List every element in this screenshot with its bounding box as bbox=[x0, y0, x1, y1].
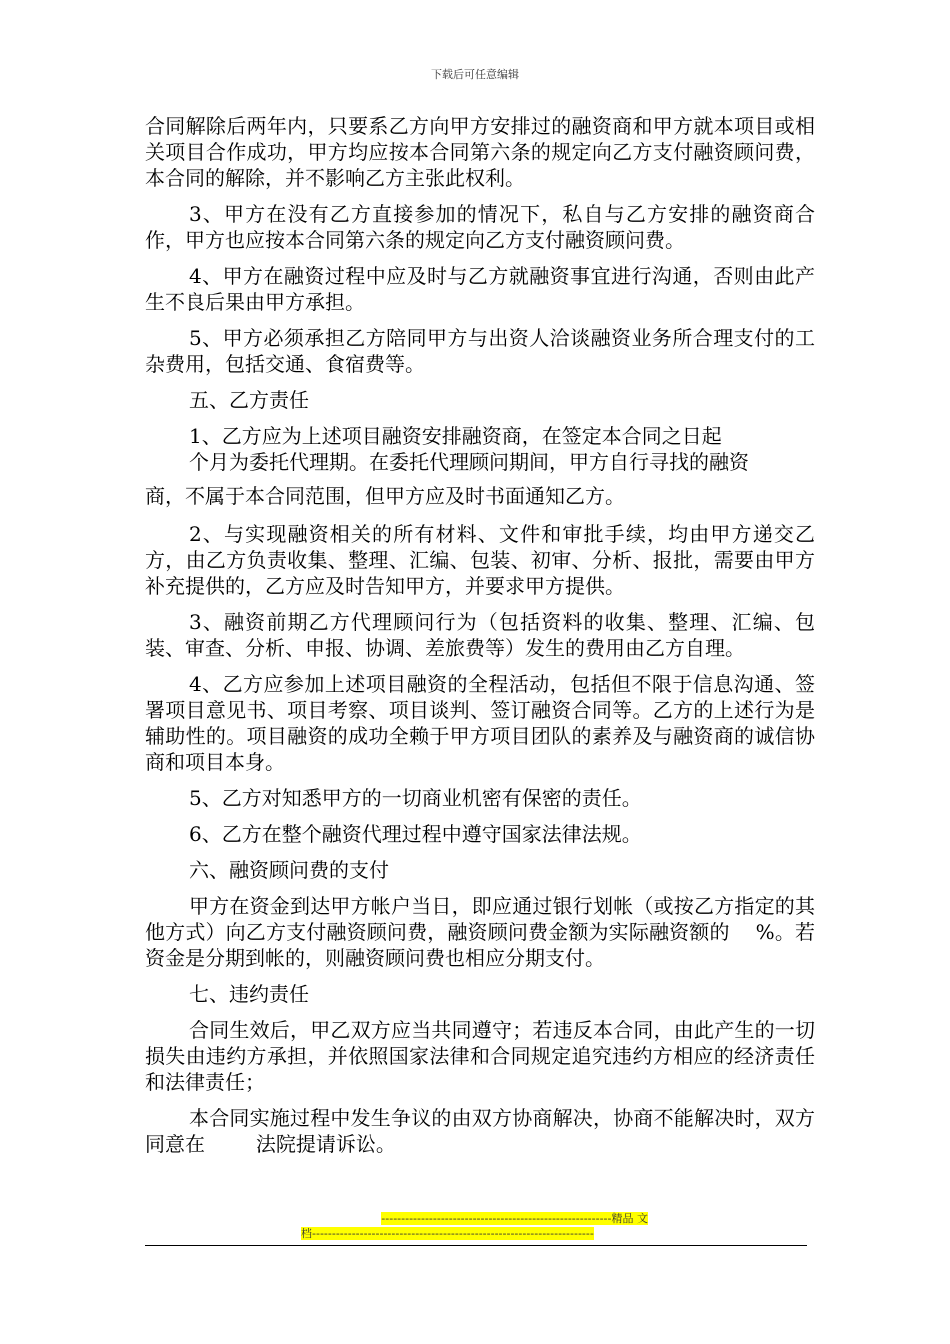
paragraph-party-b-clause-3: 3、融资前期乙方代理顾问行为（包括资料的收集、整理、汇编、包装、审查、分析、申报、协调、差旅费等）发生的费用由乙方自理。 bbox=[145, 610, 815, 660]
footer-rule bbox=[145, 1245, 807, 1246]
paragraph-party-a-clause-4: 4、甲方在融资过程中应及时与乙方就融资事宜进行沟通，否则由此产生不良后果由甲方承担。 bbox=[145, 264, 815, 314]
paragraph-fee-payment: 甲方在资金到达甲方帐户当日，即应通过银行划帐（或按乙方指定的其他方式）向乙方支付融资顾问费，融资顾问费金额为实际融资额的 %。若资金是分期到帐的，则融资顾问费也相应分期支付。 bbox=[145, 894, 815, 970]
party-b-clause-1-line2: 个月为委托代理期。在委托代理顾问期间，甲方自行寻找的融资 bbox=[189, 450, 749, 474]
paragraph-breach-liability: 合同生效后，甲乙双方应当共同遵守；若违反本合同，由此产生的一切损失由违约方承担，并依照国家法律和合同规定追究违约方相应的经济责任和法律责任； bbox=[145, 1018, 815, 1094]
footer-line-1: ----------------------------------------------------------精品 文 bbox=[381, 1212, 648, 1225]
footer-line-2: 档----------------------------------------------------------------------- bbox=[301, 1227, 594, 1240]
party-b-clause-1-block bbox=[145, 423, 815, 475]
paragraph-party-b-clause-6: 6、乙方在整个融资代理过程中遵守国家法律法规。 bbox=[189, 822, 642, 846]
section-heading-party-b-duties: 五、乙方责任 bbox=[189, 388, 309, 412]
footer-highlight bbox=[301, 1211, 648, 1241]
party-b-clause-1-line1: 1、乙方应为上述项目融资安排融资商，在签定本合同之日起 bbox=[189, 424, 722, 448]
party-b-clause-1-line3: 商，不属于本合同范围，但甲方应及时书面通知乙方。 bbox=[145, 484, 625, 508]
paragraph-party-a-clause-5: 5、甲方必须承担乙方陪同甲方与出资人洽谈融资业务所合理支付的工杂费用，包括交通、食宿费等。 bbox=[145, 326, 815, 376]
paragraph-contract-termination: 合同解除后两年内，只要系乙方向甲方安排过的融资商和甲方就本项目或相关项目合作成功，甲方均应按本合同第六条的规定向乙方支付融资顾问费，本合同的解除，并不影响乙方主张此权利。 bbox=[145, 114, 815, 190]
paragraph-dispute-resolution: 本合同实施过程中发生争议的由双方协商解决，协商不能解决时，双方同意在 法院提请诉讼。 bbox=[145, 1106, 815, 1156]
page-header: 下载后可任意编辑 bbox=[431, 68, 519, 81]
paragraph-party-a-clause-3: 3、甲方在没有乙方直接参加的情况下，私自与乙方安排的融资商合作，甲方也应按本合同第六条的规定向乙方支付融资顾问费。 bbox=[145, 202, 815, 252]
paragraph-party-b-clause-2: 2、与实现融资相关的所有材料、文件和审批手续，均由甲方递交乙方，由乙方负责收集、整理、汇编、包装、初审、分析、报批，需要由甲方补充提供的，乙方应及时告知甲方，并要求甲方提供。 bbox=[145, 522, 815, 598]
document-body bbox=[145, 113, 815, 1167]
section-heading-breach-liability: 七、违约责任 bbox=[189, 982, 309, 1006]
paragraph-party-b-clause-4: 4、乙方应参加上述项目融资的全程活动，包括但不限于信息沟通、签署项目意见书、项目考察、项目谈判、签订融资合同等。乙方的上述行为是辅助性的。项目融资的成功全赖于甲方项目团队的素养及与融资商的诚信协商和项目本身。 bbox=[145, 672, 815, 774]
paragraph-party-b-clause-5: 5、乙方对知悉甲方的一切商业机密有保密的责任。 bbox=[189, 786, 642, 810]
section-heading-fee-payment: 六、融资顾问费的支付 bbox=[189, 858, 389, 882]
